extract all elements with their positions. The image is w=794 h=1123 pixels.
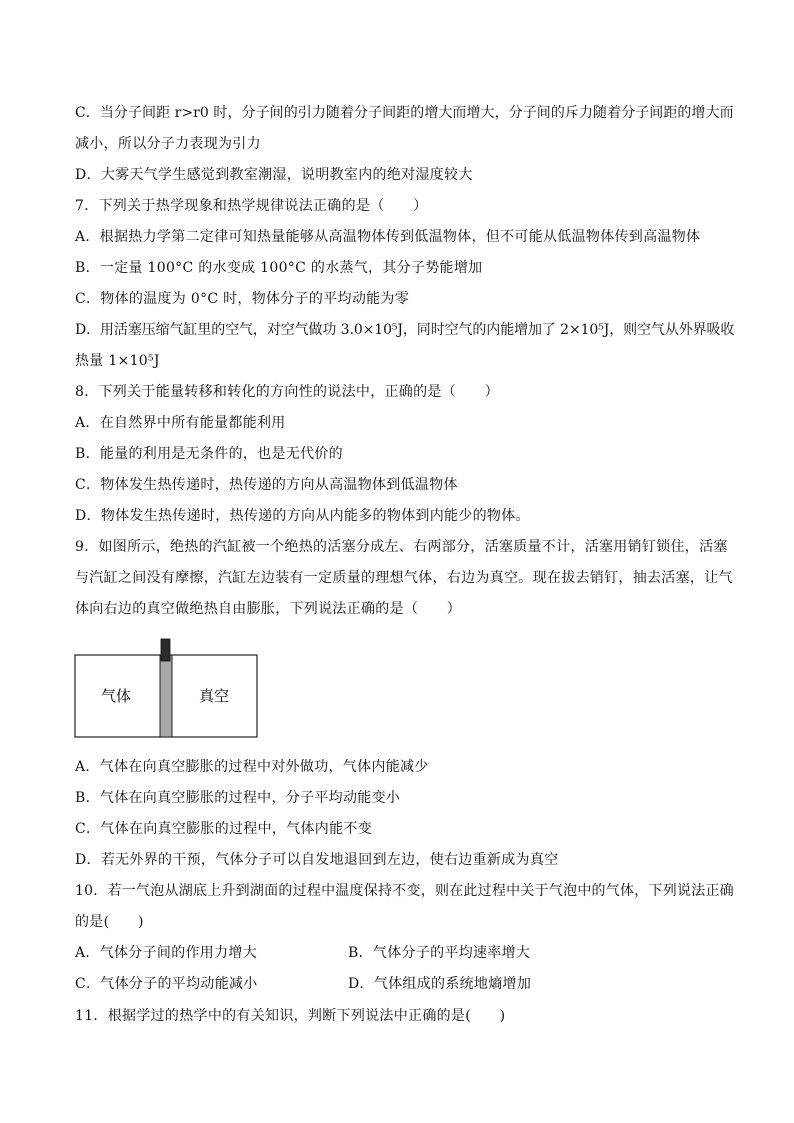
q6-option-c-line2: 减小，所以分子力表现为引力 [75, 136, 261, 152]
q9-option-c: C．气体在向真空膨胀的过程中，气体内能不变 [75, 821, 373, 837]
q7-option-d-line2: 热量 1×10⁵J [75, 353, 160, 369]
q11-stem: 11．根据学过的热学中的有关知识，判断下列说法中正确的是( ) [75, 1008, 506, 1024]
q9-stem-line1: 9．如图所示，绝热的汽缸被一个绝热的活塞分成左、右两部分，活塞质量不计，活塞用销钉锁住，活塞 [75, 539, 728, 555]
q6-option-c-line1: C．当分子间距 r>r0 时，分子间的引力随着分子间距的增大而增大，分子间的斥力随着分子间距的增大而 [75, 105, 734, 121]
q10-stem-line1: 10．若一气泡从湖底上升到湖面的过程中温度保持不变，则在此过程中关于气泡中的气体，下列说法正确 [75, 883, 734, 899]
q10-option-a: A．气体分子间的作用力增大 [75, 945, 258, 961]
q10-stem-line2: 的是( ) [75, 914, 144, 930]
q9-option-a: A．气体在向真空膨胀的过程中对外做功，气体内能减少 [75, 759, 429, 775]
q9-stem-line3: 体向右边的真空做绝热自由膨胀，下列说法正确的是（ ） [75, 601, 462, 617]
q10-option-d: D．气体组成的系统地熵增加 [348, 976, 532, 992]
q7-option-d-line1: D．用活塞压缩气缸里的空气，对空气做功 3.0×10⁵J，同时空气的内能增加了 2×10⁵J，则空气从外界吸收 [75, 322, 735, 338]
q8-option-b: B．能量的利用是无条件的，也是无代价的 [75, 446, 343, 462]
q9-stem-line2: 与汽缸之间没有摩擦，汽缸左边装有一定质量的理想气体，右边为真空。现在拔去销钉，抽去活塞，让气 [75, 570, 733, 586]
q8-stem: 8．下列关于能量转移和转化的方向性的说法中，正确的是（ ） [75, 384, 499, 400]
q9-option-b: B．气体在向真空膨胀的过程中，分子平均动能变小 [75, 790, 401, 806]
q9-option-d: D．若无外界的干预，气体分子可以自发地退回到左边，使右边重新成为真空 [75, 852, 559, 868]
locking-pin [161, 639, 170, 661]
q8-option-c: C．物体发生热传递时，热传递的方向从高温物体到低温物体 [75, 477, 458, 493]
q8-option-a: A．在自然界中所有能量都能利用 [75, 415, 286, 431]
q8-option-d: D．物体发生热传递时，热传递的方向从内能多的物体到内能少的物体。 [75, 508, 530, 524]
cylinder-piston-figure [74, 638, 260, 740]
q10-option-b: B．气体分子的平均速率增大 [348, 945, 531, 961]
vacuum-label: 真空 [198, 687, 230, 705]
q6-option-d: D．大雾天气学生感觉到教室潮湿，说明教室内的绝对湿度较大 [75, 167, 473, 183]
q10-option-c: C．气体分子的平均动能减小 [75, 976, 258, 992]
q7-option-a: A．根据热力学第二定律可知热量能够从高温物体传到低温物体，但不可能从低温物体传到高温物体 [75, 229, 701, 245]
piston [160, 655, 172, 737]
q7-option-c: C．物体的温度为 0°C 时，物体分子的平均动能为零 [75, 291, 410, 307]
gas-label: 气体 [100, 687, 132, 705]
q7-stem: 7．下列关于热学现象和热学规律说法正确的是（ ） [75, 198, 428, 214]
q7-option-b: B．一定量 100°C 的水变成 100°C 的水蒸气，其分子势能增加 [75, 260, 483, 276]
